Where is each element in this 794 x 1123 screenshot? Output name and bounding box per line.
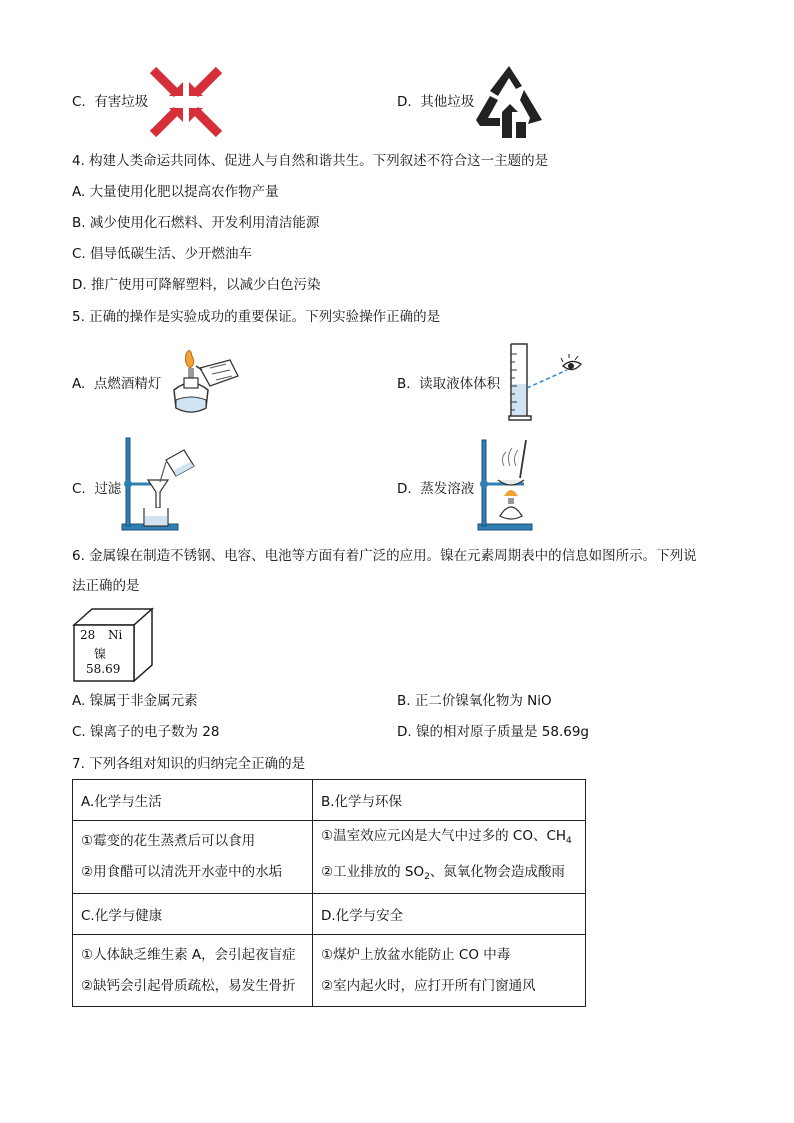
q4-option-b[interactable]: B. 减少使用化石燃料、开发利用清洁能源 [72,215,320,231]
element-atomic-mass: 58.69 [86,662,121,676]
q4-option-d[interactable]: D. 推广使用可降解塑料，以减少白色污染 [72,277,321,293]
option-label: D. [397,94,412,110]
graduated-cylinder-reading-illustration [503,340,587,422]
element-atomic-number: 28 [80,628,96,642]
cell-d-item-2: ②室内起火时，应打开所有门窗通风 [321,977,536,994]
cell-c-head[interactable]: C.化学与健康 [73,894,313,935]
other-waste-recycle-icon [472,64,546,140]
filtration-setup-illustration [118,436,198,534]
hazardous-waste-icon [149,66,223,138]
option-text: 其他垃圾 [420,94,475,110]
cell-a-item-2: ②用食醋可以清洗开水壶中的水垢 [81,864,283,880]
option-label: C. [72,481,86,497]
option-label: D. [397,481,412,497]
q4-option-c[interactable]: C. 倡导低碳生活、少开燃油车 [72,246,253,262]
element-name: 镍 [94,647,107,661]
cell-a-body [73,821,313,894]
cell-b-item-1: ①温室效应元凶是大气中过多的 CO、$CH_4$ [321,828,572,846]
q6-option-c[interactable]: C. 镍离子的电子数为 28 [72,724,220,740]
q5-stem: 5. 正确的操作是实验成功的重要保证。下列实验操作正确的是 [72,309,441,325]
cell-c-body [73,935,313,1007]
q6-stem-line1: 6. 金属镍在制造不锈钢、电容、电池等方面有着广泛的应用。镍在元素周期表中的信息如图所示。下列说 [72,548,697,564]
cell-d-body [313,935,586,1007]
q6-option-a[interactable]: A. 镍属于非金属元素 [72,693,198,709]
option-text: 读取液体体积 [419,376,501,392]
q4-option-a[interactable]: A. 大量使用化肥以提高农作物产量 [72,184,279,200]
cell-b-body [313,821,586,894]
q5-option-c[interactable] [72,480,121,498]
q6-stem-line2: 法正确的是 [72,578,140,594]
q3-option-d[interactable] [397,93,474,111]
knowledge-table [72,779,586,1007]
cell-d-head[interactable]: D.化学与安全 [313,894,586,935]
cell-c-item-1: ①人体缺乏维生素 A，会引起夜盲症 [81,946,296,963]
q6-option-b[interactable]: B. 正二价镍氧化物为 NiO [397,693,552,709]
option-text: 蒸发溶液 [420,481,475,497]
cell-b-head[interactable]: B.化学与环保 [313,780,586,821]
option-text: 点燃酒精灯 [93,376,162,392]
option-text: 过滤 [94,481,122,497]
cell-b-item-2: ②工业排放的 $SO_2$、氮氧化物会造成酸雨 [321,864,565,882]
option-text: 有害垃圾 [94,94,149,110]
element-symbol: Ni [108,628,123,642]
cell-a-head[interactable]: A.化学与生活 [73,780,313,821]
q7-stem: 7. 下列各组对知识的归纳完全正确的是 [72,756,306,772]
evaporation-setup-illustration [476,436,538,534]
cell-a-item-1: ①霉变的花生蒸煮后可以食用 [81,833,256,849]
q5-option-a[interactable] [72,375,161,393]
q5-option-d[interactable] [397,480,474,498]
q6-option-d[interactable]: D. 镍的相对原子质量是 58.69g [397,724,589,740]
option-label: A. [72,376,86,392]
q5-option-b[interactable] [397,375,500,393]
cell-d-item-1: ①煤炉上放盆水能防止 CO 中毒 [321,946,511,963]
alcohol-lamp-lighting-illustration [166,346,244,418]
option-label: B. [397,376,411,392]
cell-c-item-2: ②缺钙会引起骨质疏松，易发生骨折 [81,977,296,994]
q4-stem: 4. 构建人类命运共同体、促进人与自然和谐共生。下列叙述不符合这一主题的是 [72,153,549,169]
q3-option-c[interactable] [72,93,148,111]
option-label: C. [72,94,86,110]
